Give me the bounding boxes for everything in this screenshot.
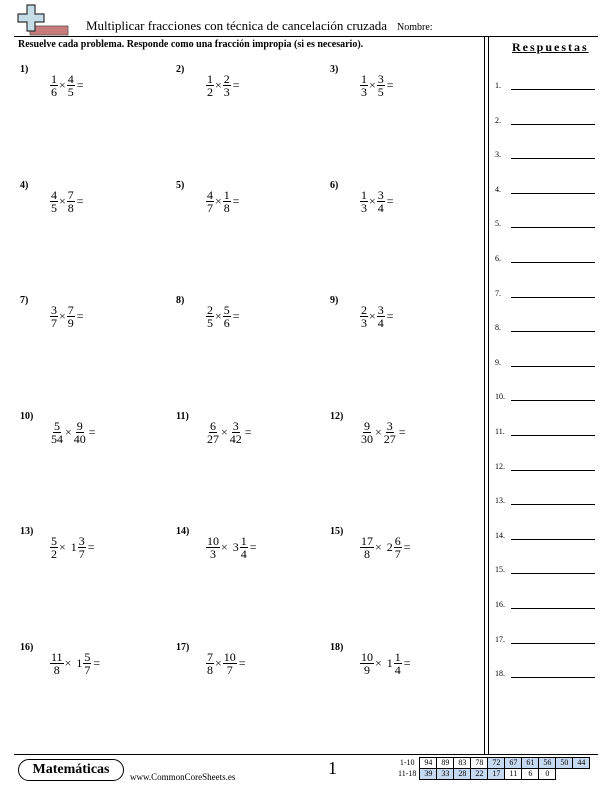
numerator: 17 [361, 534, 373, 548]
problem-number: 4) [20, 179, 29, 191]
denominator: 4 [240, 547, 247, 561]
denominator: 7 [207, 200, 213, 215]
problem [176, 526, 326, 586]
answer-line[interactable] [511, 539, 595, 540]
answer-number: 2. [495, 115, 501, 125]
equals-sign: = [386, 309, 394, 323]
answer-row [495, 459, 595, 473]
denominator: 9 [67, 316, 74, 330]
answer-line[interactable] [511, 227, 595, 228]
score-cell: 94 [420, 758, 437, 769]
denominator: 6 [51, 85, 57, 99]
problem-number: 13) [20, 526, 34, 537]
problem-expression [360, 304, 394, 329]
numerator: 6 [394, 534, 401, 548]
numerator: 10 [223, 649, 236, 664]
problem [20, 411, 170, 471]
answer-number: 12. [495, 461, 505, 471]
numerator: 5 [84, 649, 91, 664]
answer-number: 16. [495, 600, 505, 609]
numerator: 7 [67, 303, 74, 317]
answer-number: 3. [495, 150, 501, 160]
answer-row [495, 528, 595, 542]
answer-line[interactable] [511, 124, 595, 125]
answer-line[interactable] [511, 193, 595, 194]
problem-number: 15) [330, 526, 344, 537]
fraction [50, 651, 64, 676]
denominator: 30 [361, 431, 373, 446]
problem-expression [360, 73, 394, 98]
fraction [229, 420, 243, 445]
equals-sign: = [232, 78, 240, 92]
score-table [396, 757, 590, 780]
answer-line[interactable] [511, 470, 595, 471]
answer-number: 18. [495, 669, 505, 679]
fraction [394, 651, 402, 676]
equals-sign: = [76, 193, 84, 208]
denominator: 8 [223, 200, 230, 215]
answer-row [495, 113, 595, 127]
problem-number: 3) [330, 64, 339, 75]
fraction [206, 73, 214, 98]
times-sign: × [369, 78, 376, 92]
answer-line[interactable] [511, 573, 595, 574]
equals-sign: = [232, 193, 240, 208]
problem-expression [206, 304, 240, 329]
answer-line[interactable] [511, 89, 595, 90]
denominator: 8 [53, 662, 60, 677]
score-cell: 72 [488, 758, 505, 769]
problem-expression [360, 535, 411, 560]
numerator: 5 [51, 534, 57, 548]
denominator: 7 [84, 662, 91, 677]
problem [176, 180, 326, 240]
fraction [383, 420, 397, 445]
problem-expression [50, 420, 96, 445]
problem-number: 12) [330, 410, 344, 422]
fraction [223, 304, 231, 329]
times-sign: × [59, 540, 66, 554]
numerator: 3 [377, 303, 384, 317]
equals-sign: = [76, 78, 84, 92]
equals-sign: = [244, 424, 252, 439]
equals-sign: = [398, 424, 406, 439]
answer-line[interactable] [511, 331, 595, 332]
score-cell: 44 [573, 758, 590, 769]
answer-row [495, 216, 595, 230]
numerator: 9 [76, 418, 83, 433]
fraction [206, 535, 220, 560]
problem-expression [50, 73, 84, 98]
score-row-label: 11-18 [398, 769, 417, 778]
problem-number: 7) [20, 295, 29, 306]
fraction [240, 535, 248, 560]
times-sign: × [65, 424, 72, 439]
problem [20, 642, 170, 702]
problem [330, 180, 480, 240]
problem-number: 6) [330, 179, 339, 191]
answer-number: 13. [495, 496, 505, 506]
denominator: 8 [207, 662, 213, 677]
problem [176, 411, 326, 471]
score-cell: 33 [437, 769, 454, 780]
fraction [360, 189, 368, 214]
times-sign: × [215, 309, 222, 323]
answer-number: 7. [495, 288, 501, 298]
fraction [73, 420, 87, 445]
denominator: 4 [377, 200, 384, 215]
answer-number: 5. [495, 219, 501, 229]
answer-number: 6. [495, 254, 501, 263]
score-cell: 0 [539, 769, 556, 780]
score-cell: 56 [539, 758, 556, 769]
times-sign: × [375, 655, 382, 670]
numerator: 1 [361, 72, 367, 86]
denominator: 8 [67, 200, 74, 215]
answer-line[interactable] [511, 643, 595, 644]
equals-sign: = [403, 655, 411, 670]
fraction [67, 73, 75, 98]
whole-number: 3 [232, 540, 239, 554]
fraction [360, 535, 374, 560]
numerator: 3 [377, 187, 384, 202]
equals-sign: = [87, 540, 95, 554]
score-cell: 6 [522, 769, 539, 780]
answer-row [495, 251, 595, 265]
problem-number: 10) [20, 410, 34, 422]
score-cell: 61 [522, 758, 539, 769]
footer-rule [14, 754, 598, 755]
equals-sign: = [249, 540, 257, 554]
fraction [394, 535, 402, 560]
answer-row [495, 562, 595, 576]
problem [20, 526, 170, 586]
problem [20, 180, 170, 240]
numerator: 10 [361, 649, 373, 664]
equals-sign: = [93, 655, 101, 670]
numerator: 2 [223, 72, 230, 86]
numerator: 2 [361, 303, 367, 317]
denominator: 8 [364, 547, 370, 561]
fraction [223, 73, 231, 98]
answer-row [495, 632, 595, 646]
times-sign: × [215, 193, 222, 208]
score-cell: 22 [471, 769, 488, 780]
score-cell: 28 [454, 769, 471, 780]
equals-sign: = [232, 309, 240, 323]
equals-sign: = [386, 193, 394, 208]
fraction [223, 189, 231, 214]
answer-number: 1. [495, 81, 501, 90]
problem-expression [50, 535, 95, 560]
fraction [50, 535, 58, 560]
denominator: 3 [361, 316, 367, 330]
times-sign: × [369, 193, 376, 208]
name-label: Nombre: [397, 22, 433, 33]
header-rule [14, 36, 598, 37]
problem-number: 18) [330, 641, 344, 653]
answer-number: 14. [495, 530, 505, 540]
score-cell: 39 [420, 769, 437, 780]
denominator: 2 [51, 547, 57, 561]
problem-expression [50, 189, 84, 214]
answer-row [495, 286, 595, 300]
problem [330, 526, 480, 586]
fraction [67, 189, 75, 214]
numerator: 9 [364, 418, 370, 433]
fraction [50, 73, 58, 98]
problem-expression [360, 651, 411, 676]
worksheet-title [86, 18, 433, 34]
problem [330, 64, 480, 124]
answer-row [495, 666, 595, 680]
denominator: 5 [377, 85, 384, 99]
problem-number: 9) [330, 295, 339, 306]
score-cell: 67 [505, 758, 522, 769]
fraction [377, 73, 385, 98]
denominator: 7 [226, 662, 233, 677]
numerator: 3 [51, 303, 57, 317]
logo-plus-icon [16, 4, 70, 36]
equals-sign: = [88, 424, 96, 439]
problem-expression [206, 420, 252, 445]
denominator: 5 [51, 200, 57, 215]
problem-number: 17) [176, 641, 190, 653]
fraction [360, 73, 368, 98]
times-sign: × [215, 655, 222, 670]
numerator: 4 [207, 187, 213, 202]
problem [176, 295, 326, 355]
fraction [50, 189, 58, 214]
problem [176, 642, 326, 702]
numerator: 2 [207, 303, 213, 317]
whole-number: 1 [76, 655, 83, 670]
problem-expression [360, 420, 406, 445]
problem-number: 5) [176, 179, 185, 191]
times-sign: × [59, 309, 66, 323]
fraction [206, 420, 220, 445]
times-sign: × [375, 424, 382, 439]
times-sign: × [59, 193, 66, 208]
fraction [377, 304, 385, 329]
answer-row [495, 389, 595, 403]
title-text: Multiplicar fracciones con técnica de cancelación cruzada [86, 18, 387, 33]
answer-line[interactable] [511, 504, 595, 505]
problem [20, 64, 170, 124]
score-row-label: 1-10 [399, 758, 415, 767]
denominator: 40 [73, 431, 86, 446]
score-cell: 11 [505, 769, 522, 780]
numerator: 5 [223, 303, 230, 317]
numerator: 7 [67, 187, 74, 202]
numerator: 3 [232, 418, 239, 433]
answer-line[interactable] [511, 297, 595, 298]
score-cell: 17 [488, 769, 505, 780]
answer-number: 11. [495, 427, 505, 436]
fraction [360, 420, 374, 445]
fraction [206, 304, 214, 329]
denominator: 6 [223, 316, 230, 330]
score-cell: 89 [437, 758, 454, 769]
equals-sign: = [238, 655, 246, 670]
score-cell: 50 [556, 758, 573, 769]
answer-number: 4. [495, 184, 501, 194]
answer-line[interactable] [511, 262, 595, 263]
problem-expression [206, 651, 246, 676]
numerator: 5 [54, 418, 60, 433]
numerator: 7 [207, 649, 213, 664]
fraction [50, 304, 58, 329]
denominator: 27 [207, 431, 219, 446]
answers-title: Respuestas [512, 40, 589, 54]
denominator: 54 [51, 431, 63, 446]
denominator: 5 [67, 85, 74, 99]
fraction [50, 420, 64, 445]
whole-number: 1 [70, 540, 77, 554]
problem-number: 2) [176, 64, 185, 75]
fraction [78, 535, 86, 560]
times-sign: × [221, 540, 228, 554]
divider-line [488, 36, 489, 754]
problem [330, 411, 480, 471]
denominator: 9 [364, 662, 370, 677]
numerator: 1 [394, 649, 401, 664]
problem-expression [50, 304, 84, 329]
equals-sign: = [76, 309, 84, 323]
times-sign: × [221, 424, 228, 439]
answer-row [495, 320, 595, 334]
page-number: 1 [328, 758, 337, 778]
problem-expression [206, 73, 240, 98]
site-url: www.CommonCoreSheets.es [130, 772, 236, 782]
problem-number: 14) [176, 526, 190, 537]
fraction [360, 651, 374, 676]
denominator: 3 [210, 547, 216, 561]
denominator: 5 [207, 316, 213, 330]
answer-row [495, 424, 595, 438]
answer-number: 15. [495, 565, 505, 575]
brand-badge: Matemáticas [18, 759, 124, 781]
numerator: 11 [51, 649, 63, 664]
answer-line[interactable] [511, 158, 595, 159]
denominator: 27 [383, 431, 396, 446]
times-sign: × [369, 309, 376, 323]
answer-row [495, 355, 595, 369]
equals-sign: = [403, 540, 411, 554]
answer-row [495, 493, 595, 507]
answer-row [495, 597, 595, 611]
answer-line[interactable] [511, 677, 595, 678]
answer-row [495, 182, 595, 196]
denominator: 7 [51, 316, 57, 330]
answer-number: 9. [495, 357, 501, 367]
answer-number: 8. [495, 323, 501, 333]
times-sign: × [59, 78, 66, 92]
answer-line[interactable] [511, 400, 595, 401]
equals-sign: = [386, 78, 394, 92]
fraction [206, 189, 214, 214]
fraction [67, 304, 75, 329]
problem-expression [206, 535, 257, 560]
score-row [396, 758, 590, 769]
fraction [377, 189, 385, 214]
numerator: 4 [51, 187, 57, 202]
whole-number: 2 [386, 540, 393, 554]
instructions: Resuelve cada problema. Responde como una fracción impropia (si es necesario). [18, 39, 364, 50]
numerator: 1 [240, 534, 247, 548]
fraction [223, 651, 237, 676]
numerator: 1 [361, 187, 367, 202]
problem [330, 642, 480, 702]
fraction [360, 304, 368, 329]
numerator: 1 [207, 72, 213, 86]
whole-number: 1 [386, 655, 393, 670]
problem-number: 8) [176, 295, 185, 306]
denominator: 3 [223, 85, 230, 99]
problem-number: 16) [20, 641, 34, 653]
answer-row [495, 78, 595, 92]
problem-expression [206, 189, 240, 214]
times-sign: × [375, 540, 382, 554]
numerator: 3 [377, 72, 384, 86]
fraction [83, 651, 91, 676]
problem-number: 11) [176, 410, 189, 422]
problem-number: 1) [20, 64, 29, 75]
score-cell: 83 [454, 758, 471, 769]
denominator: 3 [361, 200, 367, 215]
denominator: 4 [377, 316, 384, 330]
answer-number: 10. [495, 392, 505, 402]
score-cell: 78 [471, 758, 488, 769]
answer-line[interactable] [511, 366, 595, 367]
numerator: 4 [67, 72, 74, 86]
numerator: 6 [210, 418, 216, 433]
numerator: 10 [207, 534, 219, 548]
answer-line[interactable] [511, 608, 595, 609]
times-sign: × [215, 78, 222, 92]
answer-line[interactable] [511, 435, 595, 436]
fraction [206, 651, 214, 676]
numerator: 3 [386, 418, 393, 433]
numerator: 1 [223, 187, 230, 202]
denominator: 7 [78, 547, 85, 561]
denominator: 3 [361, 85, 367, 99]
denominator: 7 [394, 547, 401, 561]
problem-expression [360, 189, 394, 214]
denominator: 4 [394, 662, 401, 677]
denominator: 2 [207, 85, 213, 99]
times-sign: × [64, 655, 72, 670]
problem [20, 295, 170, 355]
problem [176, 64, 326, 124]
denominator: 42 [229, 431, 242, 446]
answer-row [495, 147, 595, 161]
problem-expression [50, 651, 100, 676]
numerator: 1 [51, 72, 57, 86]
answer-number: 17. [495, 634, 505, 644]
numerator: 3 [78, 534, 85, 548]
problem [330, 295, 480, 355]
score-row [396, 769, 590, 780]
divider-line [484, 36, 485, 754]
